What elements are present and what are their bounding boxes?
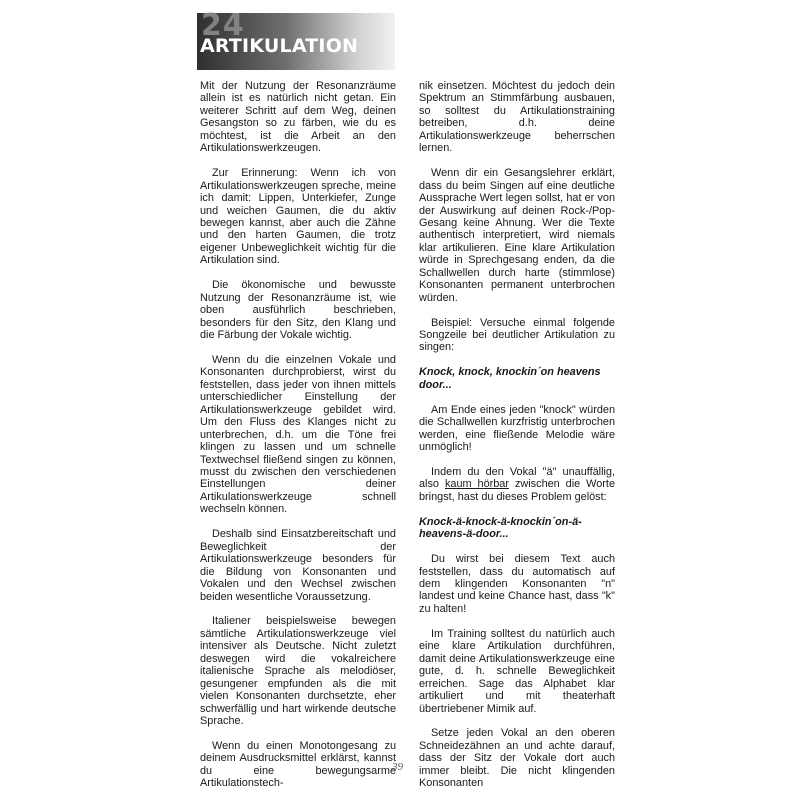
paragraph: Italiener beispielsweise bewegen sämtliche Artikulationswerkzeuge viel intensiver als Deutsche. Nicht zuletzt deswegen wird die vokalreichere italienische Sprache als melodiöser, gesungener empfunden als die mit vielen Konsonanten durchsetzte, eher schwerfällig und hart wirkende deutsche Sprache. [200, 615, 396, 728]
paragraph: Wenn dir ein Gesangslehrer erklärt, dass du beim Singen auf eine deutliche Aussprache Wert legen sollst, hat er von der Auswirkung auf deinen Rock-/Pop-Gesang keine Ahnung. Wer die Texte authentisch interpretiert, wird niemals klar artikulieren. Eine klare Artikulation würde in Sprechgesang enden, da die Schallwellen durch harte (stimmlose) Konsonanten permanent unterbrochen würden. [419, 167, 615, 304]
right-column [419, 80, 615, 802]
song-line-example: Knock, knock, knockin´on heavens door... [419, 366, 601, 391]
paragraph: Die ökonomische und bewusste Nutzung der Resonanzräume ist, wie oben ausführlich beschrieben, besonders für den Sitz, den Klang und die Färbung der Vokale wichtig. [200, 279, 396, 342]
chapter-number: 24 [201, 8, 245, 43]
song-line-example: Knock-ä-knock-ä-knockin´on-ä-heavens-ä-door... [419, 515, 582, 541]
paragraph-text: Indem du den Vokal "ä" unauffällig, also [419, 465, 615, 491]
page-number: 39 [392, 761, 403, 773]
paragraph: Mit der Nutzung der Resonanzräume allein ist es natürlich nicht getan. Ein weiterer Schritt auf dem Weg, deinen Gesangston so zu färben, wie du es möchtest, ist die Arbeit an den Artikulationswerkzeugen. [200, 80, 396, 155]
left-column [200, 80, 396, 802]
paragraph: Zur Erinnerung: Wenn ich von Artikulationswerkzeugen spreche, meine ich damit: Lippen, Unterkiefer, Zunge und weichen Gaumen, die du aktiv bewegen kannst, aber auch die Zähne und den harten Gaumen, die trotz eigener Unbeweglichkeit wichtig für die Artikulation sind. [200, 167, 396, 267]
paragraph [419, 466, 615, 503]
paragraph: nik einsetzen. Möchtest du jedoch dein Spektrum an Stimmfärbung ausbauen, so solltest du Artikulationstraining betreiben, d.h. deine Artikulationswerkzeuge beherrschen lernen. [419, 80, 615, 155]
paragraph: Deshalb sind Einsatzbereitschaft und Beweglichkeit der Artikulationswerkzeuge besonders für die Bildung von Konsonanten und Vokalen und den Wechsel zwischen beiden wesentliche Voraussetzung. [200, 528, 396, 603]
underlined-phrase: kaum hörbar [444, 478, 509, 491]
paragraph: Setze jeden Vokal an den oberen Schneidezähnen an und achte darauf, dass der Sitz der Vokale dort auch immer bleibt. Die nicht klingenden Konsonanten [419, 727, 615, 790]
paragraph: Wenn du einen Monotongesang zu deinem Ausdrucksmittel erklärst, kannst du eine bewegungsarme Artikulationstech- [200, 739, 396, 790]
paragraph: Im Training solltest du natürlich auch eine klare Artikulation durchführen, damit deine Artikulationswerkzeuge eine gute, d. h. schnelle Beweglichkeit erreichen. Sage das Alphabet klar artikuliert und mit theaterhaft übertriebener Mimik auf. [419, 627, 615, 715]
paragraph-text: zwischen die Worte bringst, hast du dieses Problem gelöst: [419, 478, 616, 503]
chapter-title: ARTIKULATION [200, 35, 359, 57]
paragraph: Beispiel: Versuche einmal folgende Songzeile bei deutlicher Artikulation zu singen: [419, 316, 615, 354]
paragraph: Am Ende eines jeden "knock" würden die Schallwellen kurzfristig unterbrochen werden, eine fließende Melodie wäre unmöglich! [419, 403, 615, 454]
paragraph: Wenn du die einzelnen Vokale und Konsonanten durchprobierst, wirst du feststellen, dass jeder von ihnen mittels unterschiedlicher Einstellung der Artikulationswerkzeuge gebildet wird. Um den Fluss des Klanges nicht zu unterbrechen, d.h. um die Töne frei klingen zu lassen und um schnelle Textwechsel fließend singen zu können, musst du zwischen den verschiedenen Einstellungen deiner Artikulationswerkzeuge schnell wechseln können. [200, 353, 396, 516]
paragraph: Du wirst bei diesem Text auch feststellen, dass du automatisch auf dem klingenden Konsonanten "n" landest und keine Chance hast, dass "k" zu halten! [419, 553, 615, 615]
